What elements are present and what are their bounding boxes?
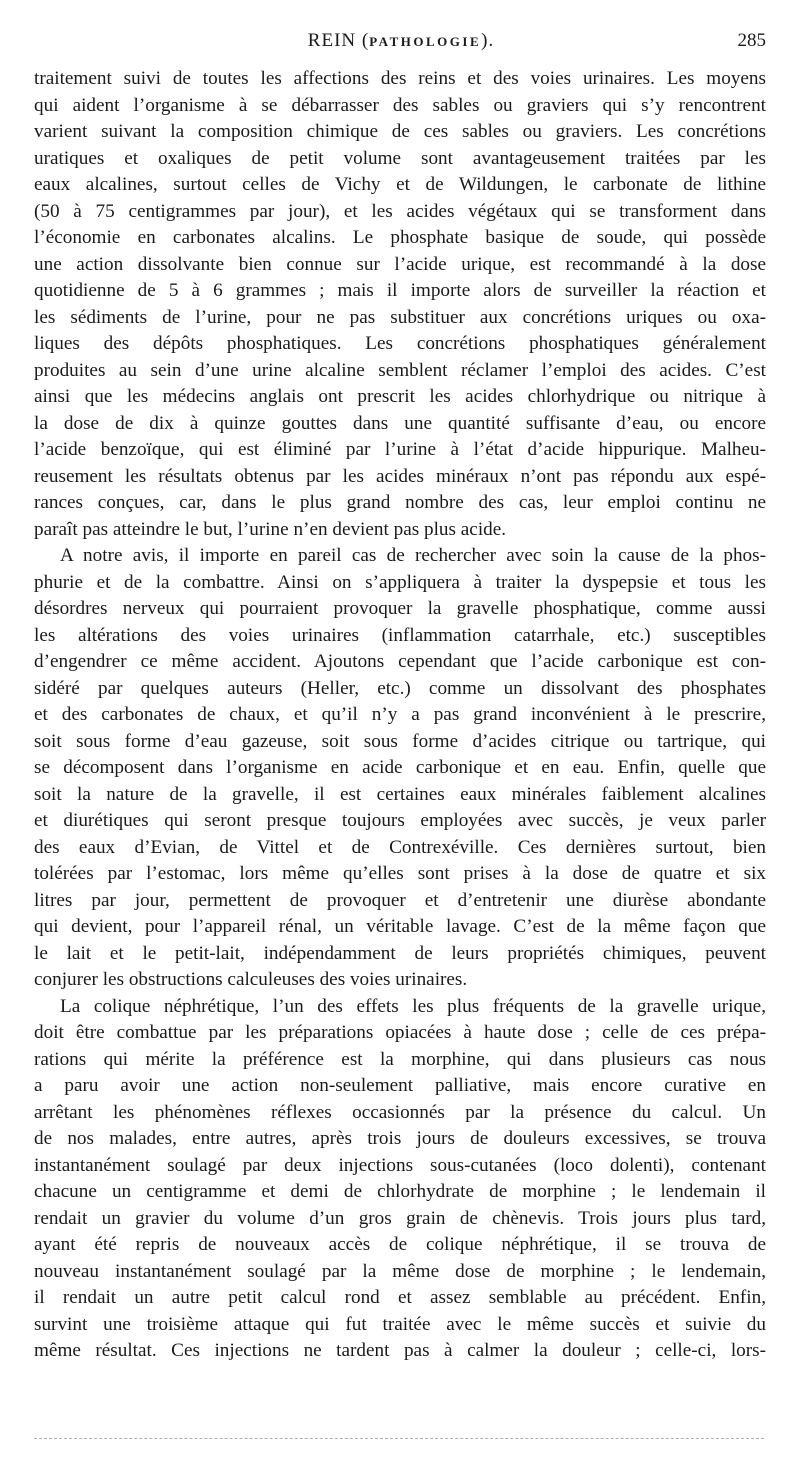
text-line: produites au sein d’une urine alcaline semblent réclamer l’emploi des acides. C’est [34,359,766,381]
text-line: ainsi que les médecins anglais ont prescrit les acides chlorhydrique ou nitrique à [34,386,766,407]
text-line: la dose de dix à quinze gouttes dans une quantité suffisante d’eau, ou encore [34,412,766,434]
text-line: rances conçues, car, dans le plus grand nombre des cas, leur emploi continu ne [34,492,766,513]
text-line: traitement suivi de toutes les affections des reins et des voies urinaires. Les moyens [34,68,766,89]
text-line: il rendait un autre petit calcul rond et assez semblable au précédent. Enfin, [34,1287,766,1308]
text-line: paraît pas atteindre le but, l’urine n’en devient pas plus acide. [34,518,507,540]
running-head [36,30,766,56]
text-line: les sédiments de l’urine, pour ne pas substituer aux concrétions uriques ou oxa- [34,306,766,328]
text-line: rations qui mérite la préférence est la morphine, qui dans plusieurs cas nous [34,1048,766,1070]
text-line: arrêtant les phénomènes réflexes occasionnés par la présence du calcul. Un [34,1101,766,1123]
bottom-edge-mark [34,1438,764,1439]
text-line: soit la nature de la gravelle, il est certaines eaux minérales faiblement alcalines [34,783,766,805]
running-title [36,30,766,52]
text-line: le lait et le petit-lait, indépendamment de leurs propriétés chimiques, peuvent [34,942,766,964]
text-line: soit sous forme d’eau gazeuse, soit sous forme d’acides citrique ou tartrique, qui [34,730,766,752]
text-line: A notre avis, il importe en pareil cas de rechercher avec soin la cause de la phos- [60,545,766,566]
text-line: d’engendrer ce même accident. Ajoutons cependant que l’acide carbonique est con- [34,651,766,672]
text-line: reusement les résultats obtenus par les acides minéraux n’ont pas répondu aux espé- [34,465,766,487]
text-line: litres par jour, permettent de provoquer et d’entretenir une diurèse abondante [34,889,766,911]
body-text [34,66,766,1365]
text-line: phurie et de la combattre. Ainsi on s’appliquera à traiter la dyspepsie et tous les [34,571,766,593]
text-line: conjurer les obstructions calculeuses des voies urinaires. [34,969,468,990]
running-title-sub: PATHOLOGIE [369,34,482,49]
text-line: qui aident l’organisme à se débarrasser des sables ou graviers qui s’y rencontrent [34,94,766,116]
text-line: l’économie en carbonates alcalins. Le phosphate basique de soude, qui possède [34,227,766,248]
text-line: ayant été repris de nouveaux accès de colique néphrétique, il se trouva de [34,1234,766,1255]
page-number: 285 [737,30,766,51]
text-line: les altérations des voies urinaires (inflammation catarrhale, etc.) susceptibles [34,624,766,646]
running-title-paren-open: ( [361,30,370,51]
text-line: varient suivant la composition chimique de ces sables ou graviers. Les concrétions [34,121,766,142]
text-line: La colique néphrétique, l’un des effets les plus fréquents de la gravelle urique, [60,995,766,1017]
text-line: et diurétiques qui seront presque toujours employées avec succès, je veux parler [34,810,766,831]
text-line: eaux alcalines, surtout celles de Vichy et de Wildungen, le carbonate de lithine [34,174,766,195]
text-line: liques des dépôts phosphatiques. Les concrétions phosphatiques généralement [34,333,766,354]
text-line: quotidienne de 5 à 6 grammes ; mais il importe alors de surveiller la réaction et [34,280,766,301]
text-line: une action dissolvante bien connue sur l’acide urique, est recommandé à la dose [34,253,766,275]
text-line: désordres nerveux qui pourraient provoquer la gravelle phosphatique, comme aussi [34,598,766,619]
text-line: a paru avoir une action non-seulement palliative, mais encore curative en [34,1075,766,1096]
text-line: nouveau instantanément soulagé par la même dose de morphine ; le lendemain, [34,1260,766,1282]
text-line: chacune un centigramme et demi de chlorhydrate de morphine ; le lendemain il [34,1181,766,1202]
text-line: même résultat. Ces injections ne tardent pas à calmer la douleur ; celle-ci, lors- [34,1340,766,1361]
text-line: uratiques et oxaliques de petit volume sont avantageusement traitées par les [34,147,766,169]
text-line: et des carbonates de chaux, et qu’il n’y a pas grand inconvénient à le prescrire, [34,704,766,725]
text-line: doit être combattue par les préparations opiacées à haute dose ; celle de ces prépa- [34,1022,766,1043]
text-line: de nos malades, entre autres, après trois jours de douleurs excessives, se trouva [34,1128,766,1149]
text-line: des eaux d’Evian, de Vittel et de Contrexéville. Ces dernières surtout, bien [34,836,766,858]
text-line: (50 à 75 centigrammes par jour), et les acides végétaux qui se transforment dans [34,200,766,222]
text-line: instantanément soulagé par deux injections sous-cutanées (loco dolenti), contenant [34,1154,766,1176]
running-title-main: REIN [307,30,357,51]
text-line: qui devient, pour l’appareil rénal, un véritable lavage. C’est de la même façon que [34,916,766,937]
text-line: tolérées par l’estomac, lors même qu’elles sont prises à la dose de quatre et six [34,863,766,884]
text-line: se décomposent dans l’organisme en acide carbonique et en eau. Enfin, quelle que [34,757,766,778]
running-title-paren-close: ). [481,30,495,51]
text-line: sidéré par quelques auteurs (Heller, etc.) comme un dissolvant des phosphates [34,677,766,699]
text-line: l’acide benzoïque, qui est éliminé par l’urine à l’état d’acide hippurique. Malheu- [34,439,766,460]
text-line: survint une troisième attaque qui fut traitée avec le même succès et suivie du [34,1313,766,1335]
text-line: rendait un gravier du volume d’un gros grain de chènevis. Trois jours plus tard, [34,1207,766,1229]
